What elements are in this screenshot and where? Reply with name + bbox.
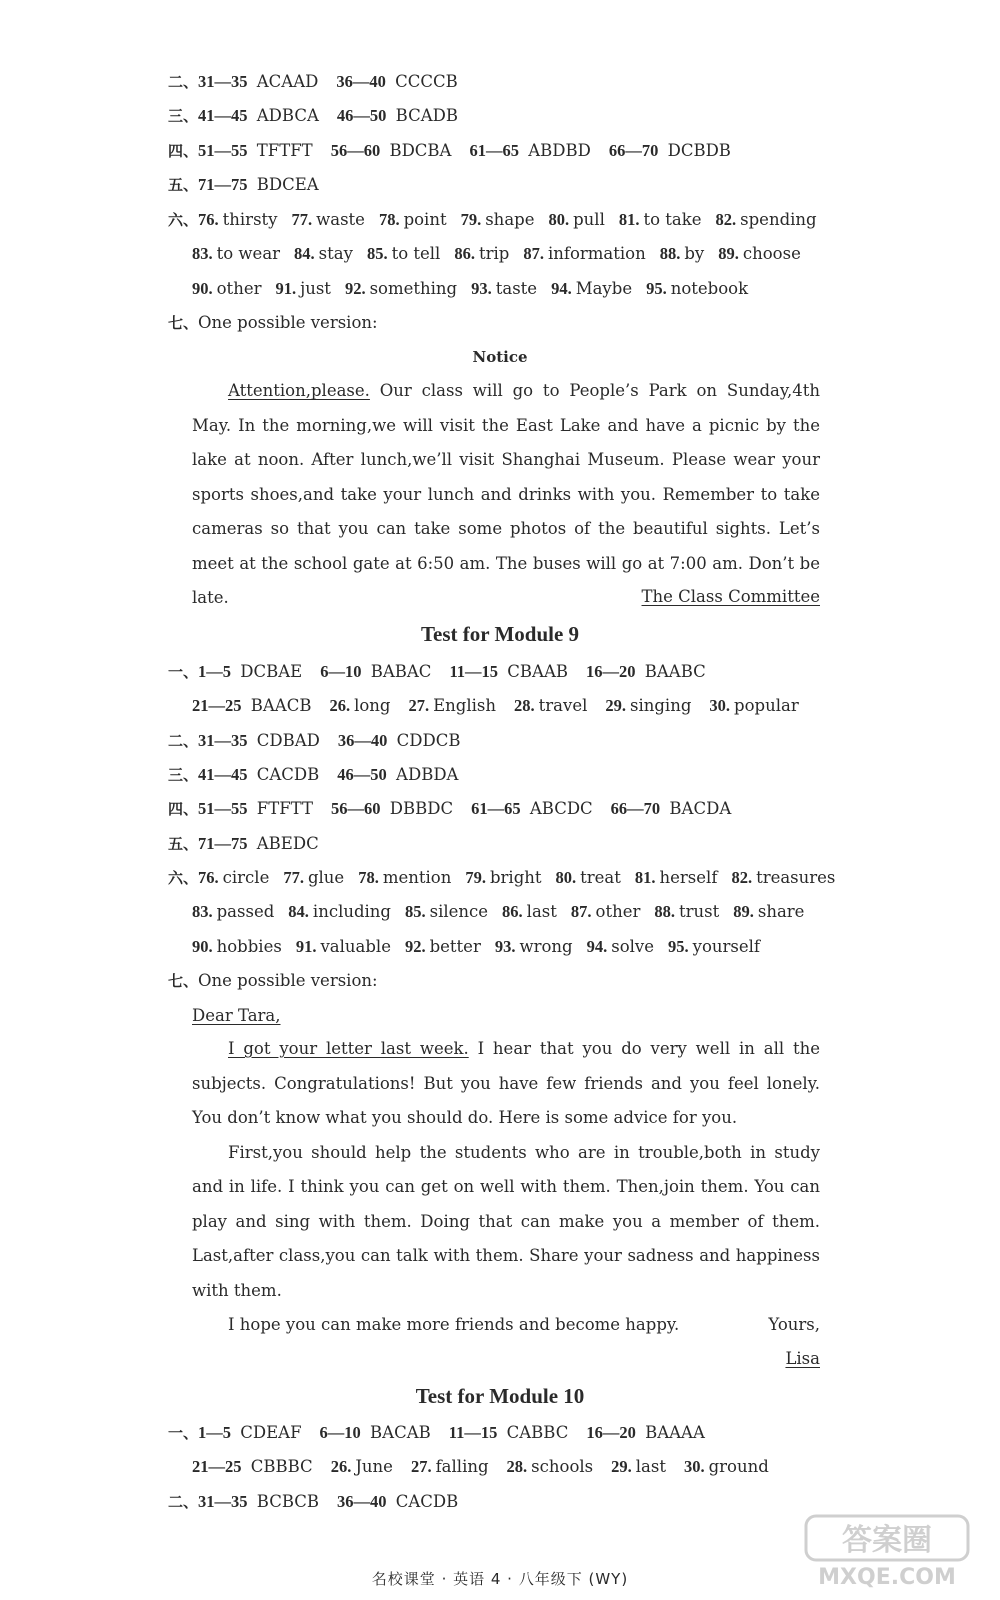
b2-section-liu-row3: 90. hobbies 91. valuable 92. better 93. wrong 94. solve 95. yourself xyxy=(192,937,761,956)
notice-opening: Attention,please. xyxy=(228,381,370,400)
section-label: 六、 xyxy=(168,211,199,229)
b1-section-liu-row1: 六、76. thirsty 77. waste 78. point 79. shape 80. pull 81. to take 82. spending xyxy=(168,210,817,229)
section-label: 二、 xyxy=(168,73,199,91)
section-label: 一、 xyxy=(168,663,199,681)
b1-section-er: 二、31—35 ACAAD 36—40 CCCCB xyxy=(168,72,458,91)
letter-paragraph-2: First,you should help the students who are in trouble,both in study and in life. I think you can get on well with them. Then,join them. You can play and sing with them. Doing that can make you a member of them. Last,after class,you can talk with them. Share your sadness and happiness with them. xyxy=(192,1142,820,1300)
notice-title: Notice xyxy=(472,348,528,366)
b2-section-er: 二、31—35 CDBAD 36—40 CDDCB xyxy=(168,731,461,750)
b1-section-san: 三、41—45 ADBCA 46—50 BCADB xyxy=(168,106,458,125)
b1-section-si: 四、51—55 TFTFT 56—60 BDCBA 61—65 ABDBD 66—70 DCBDB xyxy=(168,141,731,160)
section-label: 三、 xyxy=(168,766,199,784)
section-label: 三、 xyxy=(168,107,199,125)
watermark-logo xyxy=(802,1512,972,1590)
b1-section-wu: 五、71—75 BDCEA xyxy=(168,175,319,194)
section-label: 一、 xyxy=(168,1424,199,1442)
letter-body xyxy=(192,1032,820,1343)
b2-section-si: 四、51—55 FTFTT 56—60 DBBDC 61—65 ABCDC 66—70 BACDA xyxy=(168,799,732,818)
notice-text: Our class will go to People’s Park on Sunday,4th May. In the morning,we will visit the East Lake and have a picnic by the lake at noon. After lunch,we’ll visit Shanghai Museum. Please wear your sports shoes,and take your lunch and drinks with you. Remember to take cameras so that you can take some photos of the beautiful sights. Let’s meet at the school gate at 6:50 am. The buses will go at 7:00 am. Don’t be late. xyxy=(192,381,820,607)
module-10-title: Test for Module 10 xyxy=(415,1384,585,1408)
notice-body xyxy=(192,374,820,616)
b1-section-qi: 七、One possible version: xyxy=(168,313,378,332)
module-9-title: Test for Module 9 xyxy=(420,622,580,646)
b3-section-yi-row2: 21—25 CBBBC 26. June 27. falling 28. schools 29. last 30. ground xyxy=(192,1457,769,1476)
letter-greeting: Dear Tara, xyxy=(192,1006,281,1025)
b2-section-qi: 七、One possible version: xyxy=(168,971,378,990)
b3-section-er: 二、31—35 BCBCB 36—40 CACDB xyxy=(168,1492,459,1511)
page-footer: 名校课堂 · 英语 4 · 八年级下 (WY) xyxy=(371,1570,629,1588)
b3-section-yi: 一、1—5 CDEAF 6—10 BACAB 11—15 CABBC 16—20 BAAAA xyxy=(168,1423,705,1442)
watermark-text-url: MXQE.COM xyxy=(818,1565,956,1590)
section-label: 六、 xyxy=(168,869,199,887)
b1-section-liu-row3: 90. other 91. just 92. something 93. taste 94. Maybe 95. notebook xyxy=(192,279,749,298)
letter-paragraph-1: I hear that you do very well in all the subjects. Congratulations! But you have few friends and you feel lonely. You don’t know what you should do. Here is some advice for you. xyxy=(192,1039,820,1127)
letter-paragraph-3: I hope you can make more friends and become happy. xyxy=(228,1315,680,1334)
section-label: 五、 xyxy=(168,176,199,194)
section-label: 二、 xyxy=(168,1493,199,1511)
letter-opening: I got your letter last week. xyxy=(228,1039,469,1058)
watermark-text-cn: 答案圈 xyxy=(842,1523,932,1558)
section-label: 四、 xyxy=(168,142,199,160)
letter-closing: Yours, xyxy=(768,1315,820,1334)
b2-section-yi: 一、1—5 DCBAE 6—10 BABAC 11—15 CBAAB 16—20 BAABC xyxy=(168,662,706,681)
b2-section-liu-row2: 83. passed 84. including 85. silence 86. last 87. other 88. trust 89. share xyxy=(192,902,805,921)
b2-section-yi-row2: 21—25 BAACB 26. long 27. English 28. travel 29. singing 30. popular xyxy=(192,696,799,715)
b1-section-liu-row2: 83. to wear 84. stay 85. to tell 86. trip 87. information 88. by 89. choose xyxy=(192,244,801,263)
b2-section-san: 三、41—45 CACDB 46—50 ADBDA xyxy=(168,765,459,784)
letter-signature: Lisa xyxy=(785,1349,820,1368)
section-label: 四、 xyxy=(168,800,199,818)
b2-section-wu: 五、71—75 ABEDC xyxy=(168,834,319,853)
section-label: 七、 xyxy=(168,972,199,990)
b2-section-liu-row1: 六、76. circle 77. glue 78. mention 79. bright 80. treat 81. herself 82. treasures xyxy=(168,868,836,887)
section-label: 二、 xyxy=(168,732,199,750)
section-label: 五、 xyxy=(168,835,199,853)
notice-signature: The Class Committee xyxy=(641,587,820,606)
section-label: 七、 xyxy=(168,314,199,332)
